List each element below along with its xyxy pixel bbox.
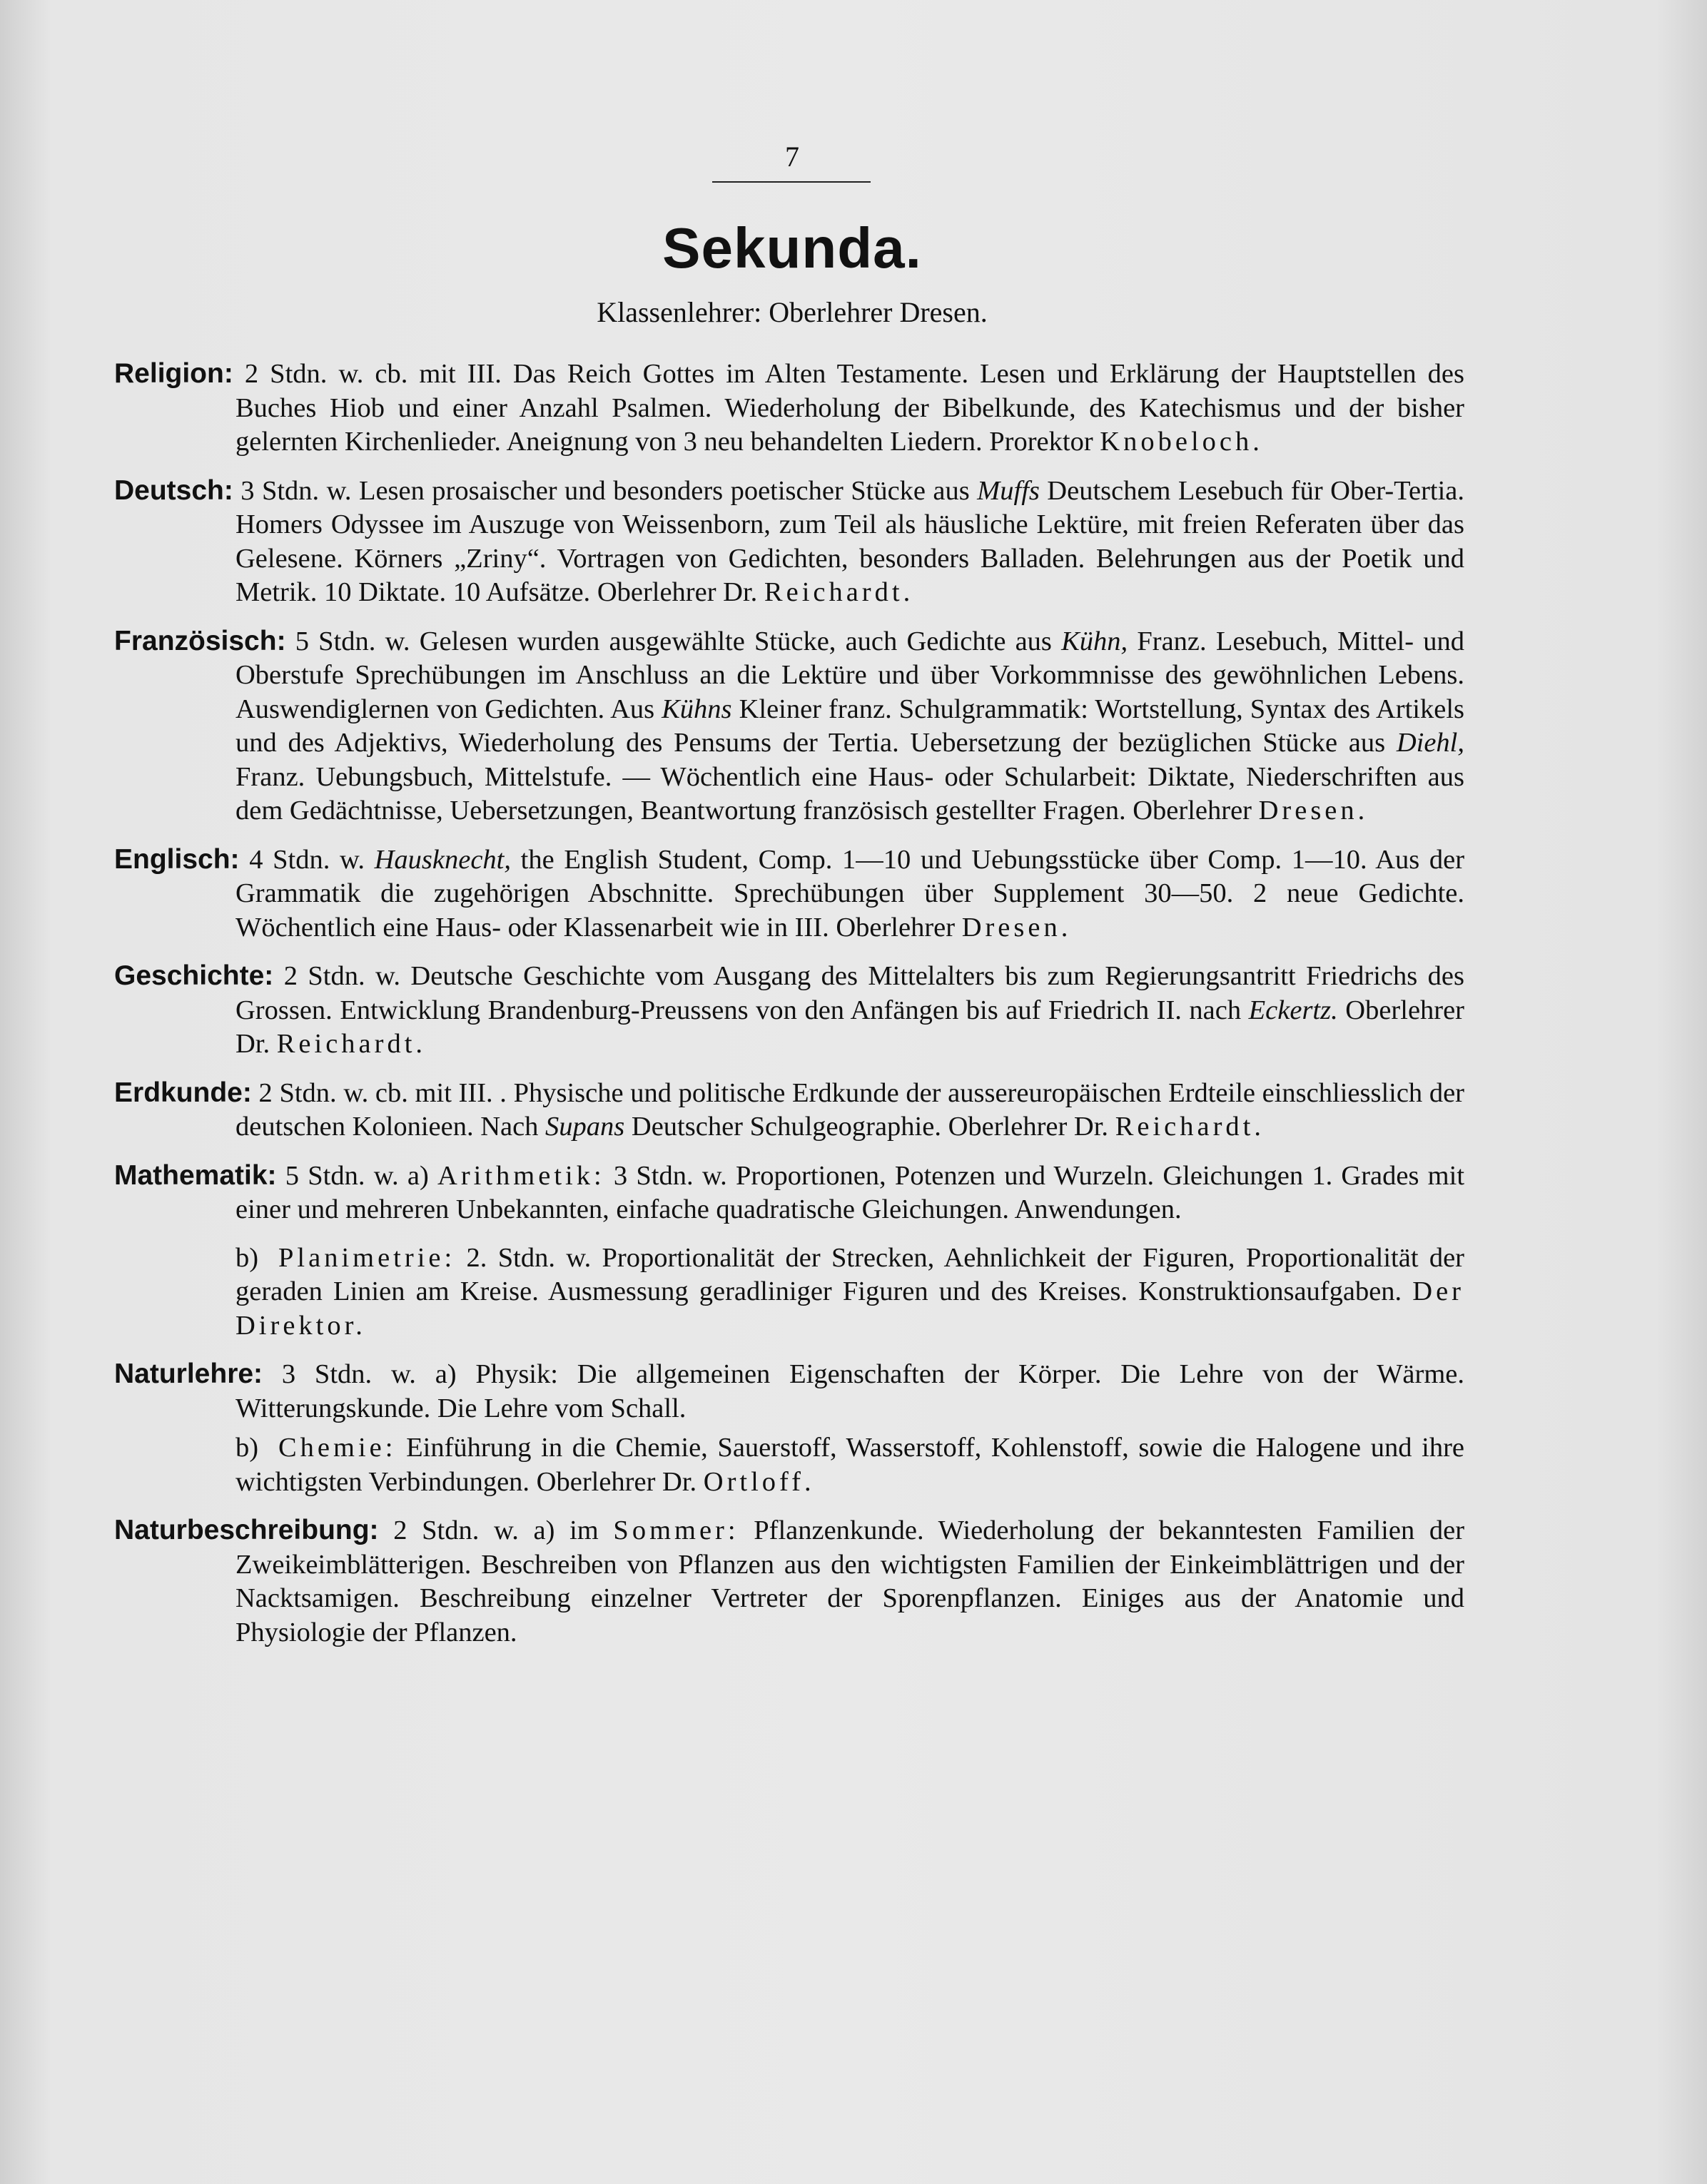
subject-text: 3 Stdn. w. Proportionen, Potenzen und Wurzeln. Gleichungen 1. Grades mit einer und mehreren Unbekannten, einfache quadratische Gleichungen. Anwendungen. — [235, 1160, 1465, 1224]
teacher-title: Prorektor — [989, 427, 1093, 457]
subject-religion — [114, 357, 1464, 459]
subject-text: 2 Stdn. w. cb. mit III. . Physische und politische Erdkunde der aussereuropäischen Erdteile einschliesslich der deutschen Kolonieen. Nach — [235, 1077, 1465, 1142]
page-number: 7 — [785, 141, 799, 173]
book-title: Supans — [545, 1112, 625, 1142]
teacher-name: Ortloff. — [703, 1466, 815, 1497]
subject-erdkunde — [114, 1076, 1464, 1144]
subject-deutsch — [114, 474, 1464, 610]
subject-mathematik-planimetrie — [114, 1241, 1464, 1344]
subject-name: Mathematik: — [114, 1159, 277, 1191]
book-title: Kühn, — [1061, 626, 1128, 656]
subject-name: Religion: — [114, 358, 233, 389]
subject-text: Deutscher Schulgeographie. — [631, 1112, 941, 1142]
subject-text: Franz. Uebungsbuch, Mittelstufe. — Wöchentlich eine Haus- oder Schularbeit: Diktate, Niederschriften aus dem Gedächtnisse, Uebersetzungen, Beantwortung französisch gestellter Fragen. — [235, 761, 1464, 826]
page-title: Sekunda. — [662, 216, 922, 280]
subject-text: Kleiner franz. Schulgrammatik: Wortstellung, Syntax des Artikels und des Adjektivs, Wiederholung des Pensums der Tertia. Uebersetzung der bezüglichen Stücke aus — [235, 694, 1464, 758]
subject-name: Geschichte: — [114, 960, 274, 991]
subject-text: 2. Stdn. w. Proportionalität der Strecken, Aehnlichkeit der Figuren, Proportionalität der geraden Linien am Kreise. Ausmessung geradliniger Figuren und des Kreises. Konstruktionsaufgaben. — [235, 1242, 1464, 1306]
subject-text: 3 Stdn. w. a) Physik: Die allgemeinen Eigenschaften der Körper. Die Lehre von der Wärme. Witterungskunde. Die Lehre vom Schall. — [235, 1359, 1464, 1423]
subject-name: Erdkunde: — [114, 1077, 252, 1108]
subsection-marker: b) — [235, 1433, 259, 1463]
subsection-marker: b) — [235, 1242, 259, 1273]
subject-franzoesisch — [114, 624, 1464, 828]
teacher-title: Oberlehrer Dr. — [948, 1112, 1109, 1142]
subject-name: Naturbeschreibung: — [114, 1515, 379, 1545]
book-title: Eckertz. — [1248, 995, 1338, 1025]
class-teacher-line: Klassenlehrer: Oberlehrer Dresen. — [597, 296, 988, 328]
subject-text: 4 Stdn. w. — [249, 844, 365, 875]
subject-text: Franz. Lesebuch, Mittel- und Oberstufe Sprechübungen im Anschluss an die Lektüre und über Vorkommnisse des gewöhnlichen Lebens. Auswendiglernen von Gedichten. Aus — [235, 626, 1465, 724]
subject-text: the English Student, Comp. 1—10 und Uebungsstücke über Comp. 1—10. Aus der Grammatik die zugehörigen Abschnitte. Sprechübungen über Supplement 30—50. 2 neue Gedichte. Wöchentlich eine Haus- oder Klassenarbeit wie in III. — [235, 844, 1465, 943]
teacher-name: Reichardt. — [764, 577, 914, 607]
teacher-name: Knobeloch. — [1100, 427, 1263, 457]
subsection-label: Chemie: — [278, 1433, 397, 1463]
subsection-label: Planimetrie: — [278, 1242, 456, 1273]
subject-text: 3 Stdn. w. Lesen prosaischer und besonders poetischer Stücke aus — [240, 475, 970, 506]
book-title: Muffs — [977, 475, 1040, 506]
teacher-name: Reichardt. — [276, 1029, 427, 1059]
book-title: Diehl, — [1396, 728, 1465, 758]
subject-name: Naturlehre: — [114, 1358, 263, 1389]
subject-mathematik — [114, 1159, 1464, 1227]
teacher-title: Oberlehrer Dr. — [536, 1466, 697, 1497]
subject-text: Deutschem Lesebuch für Ober-Tertia. Homers Odyssee im Auszuge von Weissenborn, zum Teil als häusliche Lektüre, mit freien Referaten über das Gelesene. Körners „Zriny“. Vortragen von Gedichten, besonders Balladen. Belehrungen aus der Poetik und Metrik. 10 Diktate. 10 Aufsätze. — [235, 475, 1465, 607]
teacher-name: Der Direktor. — [235, 1276, 1464, 1341]
subject-text: Einführung in die Chemie, Sauerstoff, Wasserstoff, Kohlenstoff, sowie die Halogene und ihre wichtigsten Verbindungen. — [235, 1433, 1464, 1497]
subject-text: 2 Stdn. w. Deutsche Geschichte vom Ausgang des Mittelalters bis zum Regierungsantritt Friedrichs des Grossen. Entwicklung Brandenburg-Preussens von den Anfängen bis auf Friedrich II. nach — [235, 961, 1464, 1025]
header-rule — [712, 181, 871, 183]
subject-naturbeschreibung — [114, 1513, 1464, 1650]
book-title: Kühns — [662, 694, 732, 724]
subject-text: 5 Stdn. w. a) — [285, 1160, 429, 1191]
subject-text: Pflanzenkunde. Wiederholung der bekanntesten Familien der Zweikeimblätterigen. Beschreiben von Pflanzen aus den wichtigsten Familien der Einkeimblättrigen und der Nacktsamigen. Beschreibung einzelner Vertreter der Sporenpflanzen. Einiges aus der Anatomie und Physiologie der Pflanzen. — [235, 1515, 1465, 1647]
subject-list — [114, 357, 1464, 1664]
teacher-name: Dresen. — [1258, 796, 1369, 826]
teacher-name: Reichardt. — [1115, 1112, 1265, 1142]
subsection-label: Arithmetik: — [437, 1160, 605, 1191]
subject-naturlehre-chemie — [114, 1431, 1464, 1499]
subject-text: 5 Stdn. w. Gelesen wurden ausgewählte Stücke, auch Gedichte aus — [295, 626, 1052, 656]
subject-name: Englisch: — [114, 843, 240, 875]
teacher-title: Oberlehrer Dr. — [235, 995, 1465, 1059]
subject-geschichte — [114, 959, 1464, 1062]
subject-text: 2 Stdn. w. a) im — [393, 1515, 599, 1545]
subject-text: 2 Stdn. w. cb. mit III. Das Reich Gottes im Alten Testamente. Lesen und Erklärung der Hauptstellen des Buches Hiob und einer Anzahl Psalmen. Wiederholung der Bibelkunde, des Katechismus und der bisher gelernten Kirchenlieder. Aneignung von 3 neu behandelten Liedern. — [235, 359, 1465, 457]
teacher-title: Oberlehrer — [836, 912, 956, 943]
subject-name: Französisch: — [114, 625, 286, 656]
teacher-name: Dresen. — [961, 912, 1072, 943]
subject-englisch — [114, 843, 1464, 945]
subject-naturlehre — [114, 1357, 1464, 1426]
subsection-label: Sommer: — [613, 1515, 739, 1545]
teacher-title: Oberlehrer Dr. — [597, 577, 758, 607]
subject-name: Deutsch: — [114, 474, 233, 506]
book-title: Hausknecht, — [374, 844, 511, 875]
teacher-title: Oberlehrer — [1133, 796, 1252, 826]
